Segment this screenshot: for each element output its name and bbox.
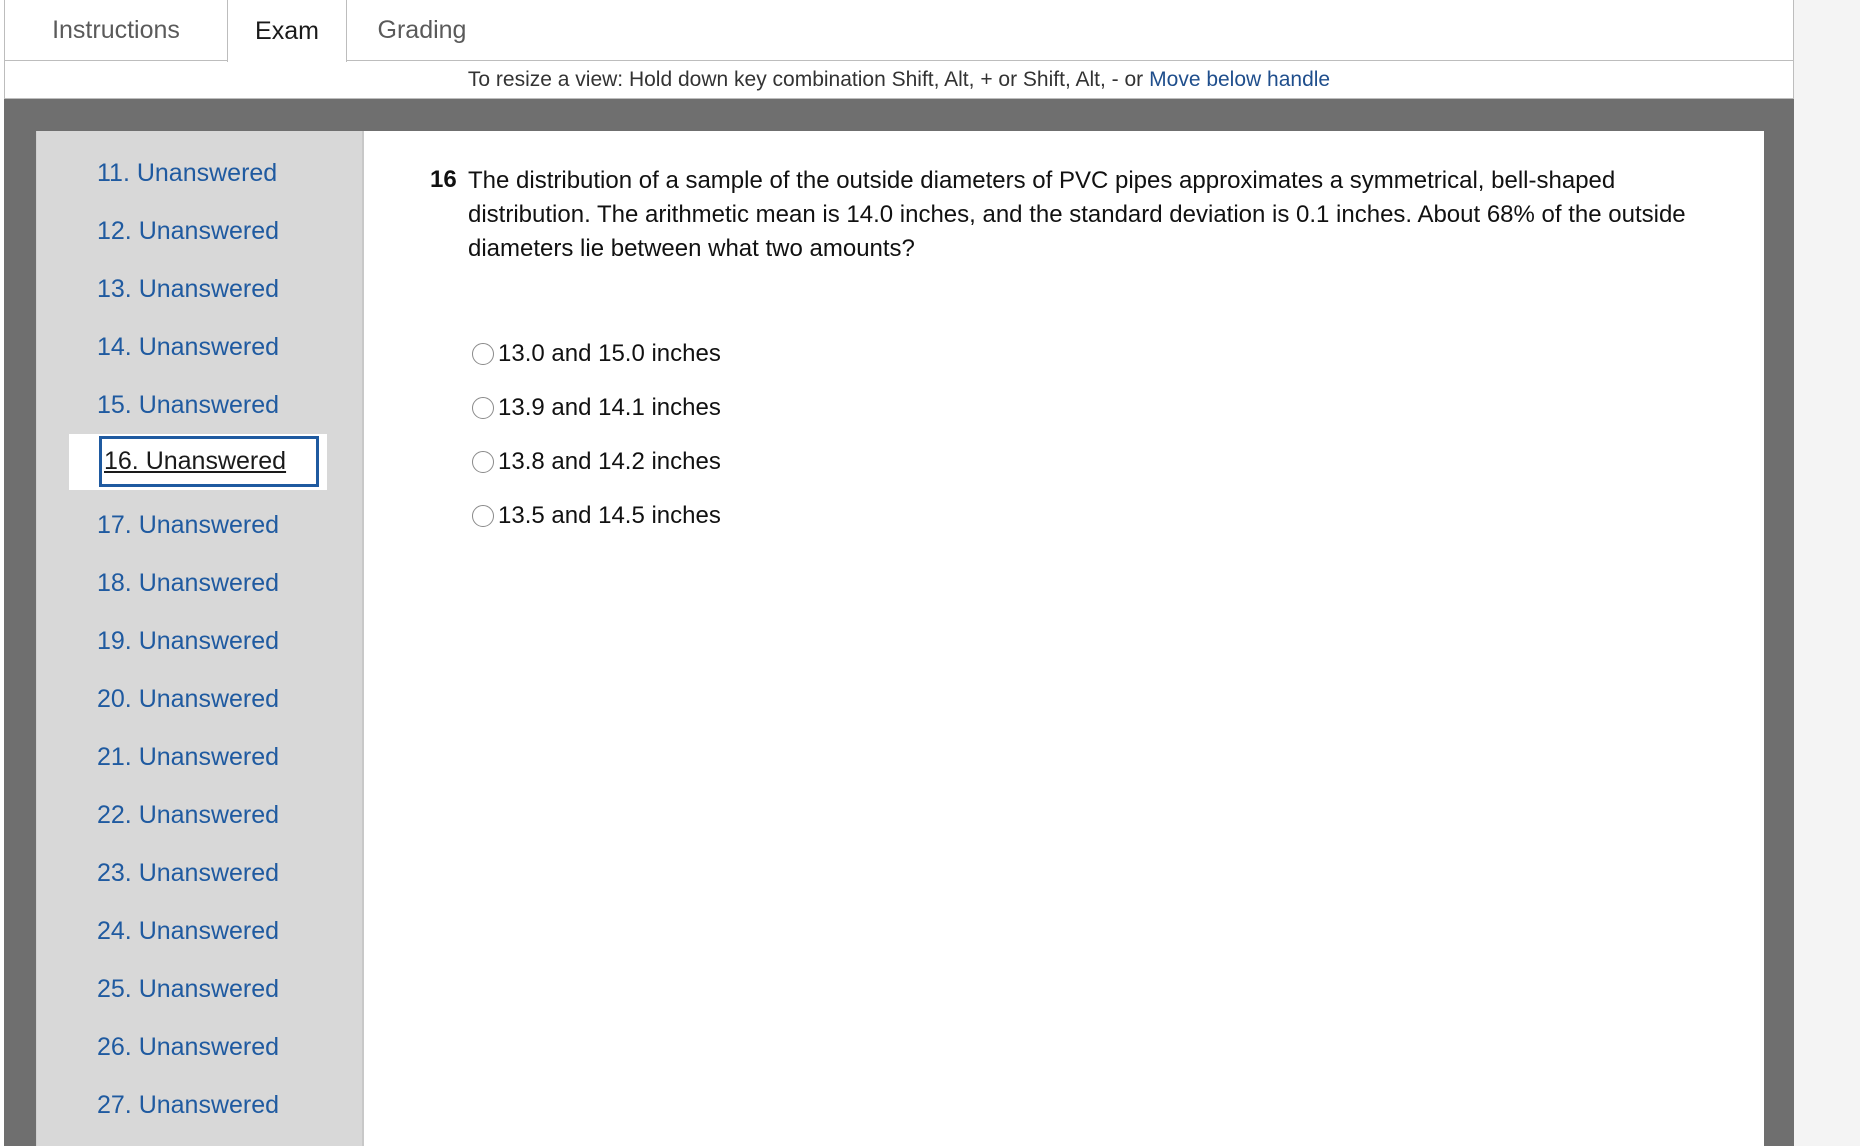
tab-grading[interactable]: Grading bbox=[377, 16, 467, 44]
radio-button[interactable] bbox=[472, 505, 494, 527]
radio-button[interactable] bbox=[472, 397, 494, 419]
resize-hint-text: To resize a view: Hold down key combination Shift, Alt, + or Shift, Alt, - or bbox=[467, 67, 1144, 91]
sidebar-item-q14[interactable]: 14. Unanswered bbox=[97, 333, 280, 361]
question-text: The distribution of a sample of the outside diameters of PVC pipes approximates a symmetrical, bell-shaped distribution. The arithmetic mean is 14.0 inches, and the standard deviation is 0.1 inches. About 68% of the outside diameters lie between what two amounts? bbox=[468, 167, 1686, 262]
sidebar-item-q13[interactable]: 13. Unanswered bbox=[97, 275, 280, 303]
sidebar-item-q21[interactable]: 21. Unanswered bbox=[97, 743, 280, 771]
answer-option-2[interactable] bbox=[472, 393, 721, 423]
window-gutter bbox=[1794, 0, 1860, 1146]
sidebar-item-q12[interactable]: 12. Unanswered bbox=[97, 217, 280, 245]
question-sidebar bbox=[36, 131, 363, 1146]
answer-option-label: 13.9 and 14.1 inches bbox=[498, 394, 721, 421]
question-number: 16 bbox=[430, 166, 457, 193]
answer-option-label: 13.0 and 15.0 inches bbox=[498, 340, 721, 367]
sidebar-item-q19[interactable]: 19. Unanswered bbox=[97, 627, 280, 655]
answer-option-label: 13.5 and 14.5 inches bbox=[498, 502, 721, 529]
sidebar-item-q22[interactable]: 22. Unanswered bbox=[97, 801, 280, 829]
answer-option-label: 13.8 and 14.2 inches bbox=[498, 448, 721, 475]
tab-exam[interactable]: Exam bbox=[227, 0, 347, 62]
sidebar-item-q16-current[interactable]: 16. Unanswered bbox=[99, 436, 319, 487]
tab-bar bbox=[4, 0, 1794, 61]
sidebar-item-q11[interactable]: 11. Unanswered bbox=[97, 159, 278, 187]
sidebar-item-q18[interactable]: 18. Unanswered bbox=[97, 569, 280, 597]
question-panel bbox=[362, 131, 1764, 1146]
sidebar-item-q26[interactable]: 26. Unanswered bbox=[97, 1033, 280, 1061]
resize-hint-bar bbox=[4, 61, 1794, 99]
radio-button[interactable] bbox=[472, 343, 494, 365]
answer-option-3[interactable] bbox=[472, 447, 721, 477]
answer-option-4[interactable] bbox=[472, 501, 721, 531]
sidebar-item-q17[interactable]: 17. Unanswered bbox=[97, 511, 280, 539]
sidebar-item-q23[interactable]: 23. Unanswered bbox=[97, 859, 280, 887]
sidebar-item-q27[interactable]: 27. Unanswered bbox=[97, 1091, 280, 1119]
radio-button[interactable] bbox=[472, 451, 494, 473]
answer-option-1[interactable] bbox=[472, 339, 721, 369]
sidebar-item-q25[interactable]: 25. Unanswered bbox=[97, 975, 280, 1003]
move-below-handle-link[interactable]: Move below handle bbox=[1149, 67, 1331, 91]
sidebar-item-q24[interactable]: 24. Unanswered bbox=[97, 917, 280, 945]
sidebar-item-q15[interactable]: 15. Unanswered bbox=[97, 391, 280, 419]
tab-instructions[interactable]: Instructions bbox=[52, 16, 180, 44]
sidebar-item-q20[interactable]: 20. Unanswered bbox=[97, 685, 280, 713]
